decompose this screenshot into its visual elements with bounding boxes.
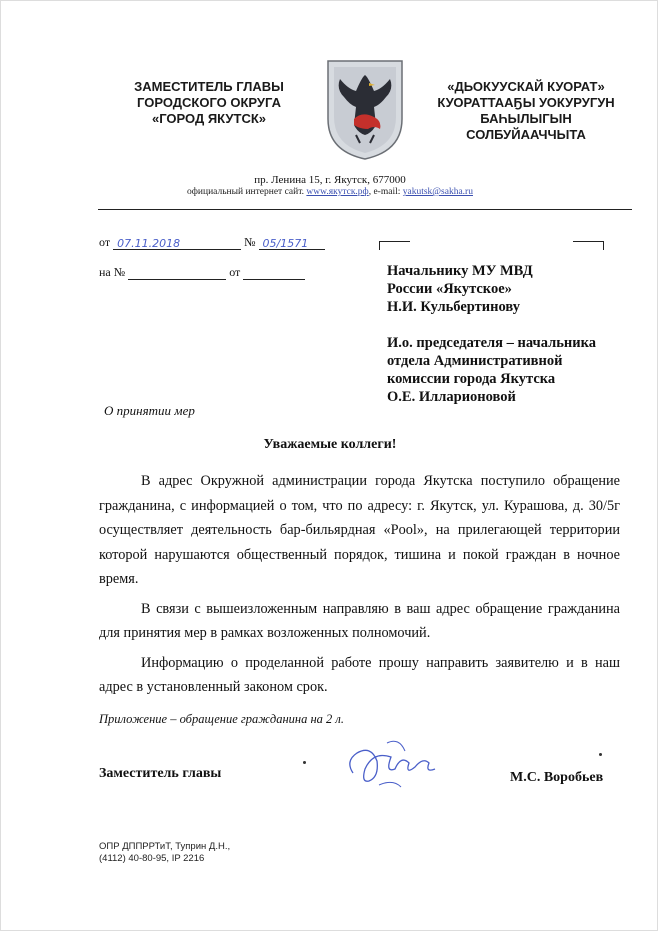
addressee-corner-right (573, 241, 604, 250)
outgoing-reference (99, 235, 325, 250)
email-prefix: , e-mail: (368, 187, 401, 197)
addressee-line: комиссии города Якутска (387, 371, 556, 387)
ink-dot (303, 761, 306, 764)
salutation: Уважаемые коллеги! (263, 437, 397, 452)
attachment-note: Приложение – обращение гражданина на 2 л. (99, 712, 345, 726)
handwritten-number: 05/1571 (262, 237, 309, 250)
issuer-title-russian (111, 79, 307, 127)
postal-address: пр. Ленина 15, г. Якутск, 677000 (254, 174, 406, 186)
to-from-label: от (229, 265, 241, 279)
executor-info (99, 841, 230, 865)
addressee-line: Н.И. Кульбертинову (387, 299, 520, 315)
ink-dot (599, 753, 602, 756)
addressee-line: И.о. председателя – начальника (387, 335, 596, 351)
addressee-corner-left (379, 241, 410, 250)
executor-line: ОПР ДППРРТиТ, Туприн Д.Н., (99, 841, 231, 852)
handwritten-date: 07.11.2018 (117, 237, 181, 250)
to-date-field (243, 266, 305, 280)
addressee-block (387, 262, 627, 316)
issuer-title-yakut (421, 79, 631, 143)
body-paragraph: В связи с вышеизложенным направляю в ваш адрес обращение гражданина для принятия мер в рамках возложенных полномочий. (99, 600, 620, 641)
issuer-line: БАҺЫЛЫГЫН (480, 111, 572, 126)
issuer-line: «ГОРОД ЯКУТСК» (151, 111, 267, 126)
issuer-line: КУОРАТТААҔЫ УОКУРУГУН (437, 95, 615, 110)
addressee-line: О.Е. Илларионовой (387, 389, 516, 405)
number-field (259, 236, 325, 250)
body-paragraph: В адрес Окружной администрации города Якутска поступило обращение гражданина, с информацией о том, что по адресу: г. Якутск, ул. Курашова, д. 30/5г осуществляет деятельность бар-бильярдная «Pool», на прилегающей территории которой нарушаются общественный порядок, тишина и покой граждан в ночное время. (99, 473, 620, 587)
addressee-line: отдела Административной (387, 353, 563, 369)
body-paragraph: Информацию о проделанной работе прошу направить заявителю и в наш адрес в установленный законом срок. (99, 654, 620, 695)
addressee-line: России «Якутское» (387, 281, 512, 297)
issuer-line: СОЛБУЙААЧЧЫТА (466, 127, 586, 142)
letter-subject: О принятии мер (104, 403, 195, 418)
letter-body (99, 469, 620, 705)
issuer-line: «ДЬОКУУСКАЙ КУОРАТ» (447, 79, 605, 94)
web-prefix: официальный интернет сайт. (187, 187, 305, 197)
addressee-line: Начальнику МУ МВД (387, 263, 533, 279)
number-label: № (244, 235, 256, 249)
issuer-line: ГОРОДСКОГО ОКРУГА (137, 95, 281, 110)
from-label: от (99, 235, 111, 249)
contact-line (1, 187, 658, 197)
incoming-reference (99, 265, 305, 280)
website-link[interactable]: www.якутск.рф (306, 187, 369, 197)
email-link[interactable]: yakutsk@sakha.ru (402, 187, 473, 197)
signer-position: Заместитель главы (99, 766, 222, 781)
issuer-line: ЗАМЕСТИТЕЛЬ ГЛАВЫ (134, 79, 284, 94)
addressee-block (387, 334, 627, 406)
to-number-label: на № (99, 265, 126, 279)
to-number-field (128, 266, 226, 280)
executor-line: (4112) 40-80-95, IP 2216 (99, 853, 205, 864)
handwritten-signature-icon (339, 733, 443, 793)
city-coat-of-arms-icon (326, 59, 404, 161)
signer-name: М.С. Воробьев (510, 770, 604, 785)
date-field (113, 236, 241, 250)
header-divider (98, 209, 632, 210)
addressees (387, 262, 627, 424)
